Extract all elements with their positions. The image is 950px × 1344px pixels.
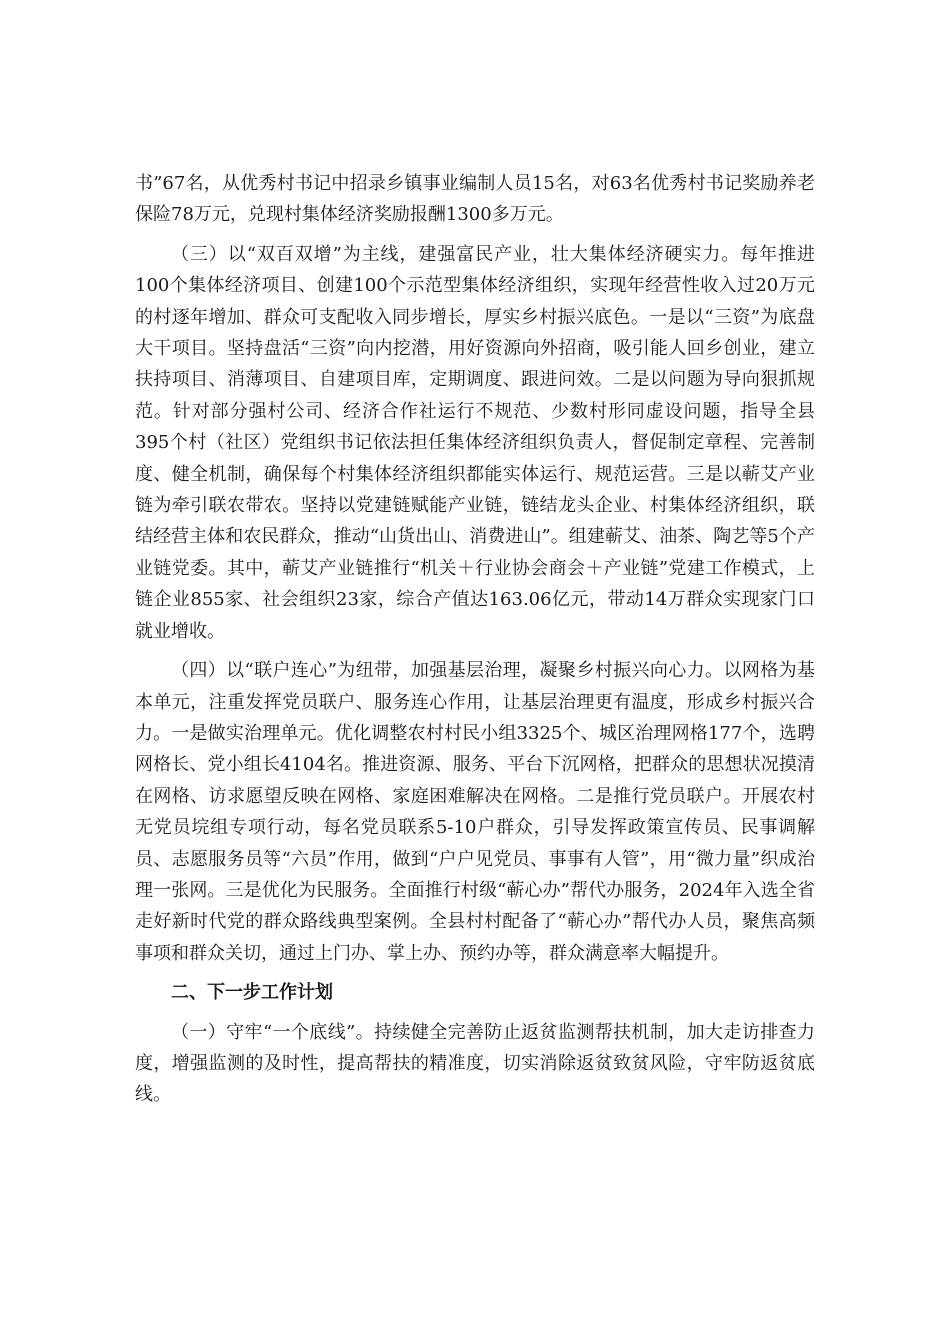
section-heading-next-steps: 二、下一步工作计划	[171, 982, 333, 1004]
document-body	[135, 168, 815, 1119]
paragraph-section-three: （三）以“双百双增”为主线，建强富民产业，壮大集体经济硬实力。每年推进100个集体经济项目、创建100个示范型集体经济组织，实现年经营性收入过20万元的村逐年增加、群众可支配收入同步增长，厚实乡村振兴底色。一是以“三资”为底盘大干项目。坚持盘活“三资”向内挖潜，用好资源向外招商，吸引能人回乡创业，建立扶持项目、消薄项目、自建项目库，定期调度、跟进问效。二是以问题为导向狠抓规范。针对部分强村公司、经济合作社运行不规范、少数村形同虚设问题，指导全县395个村（社区）党组织书记依法担任集体经济组织负责人，督促制定章程、完善制度、健全机制，确保每个村集体经济组织都能实体运行、规范运营。三是以蕲艾产业链为牵引联农带农。坚持以党建链赋能产业链，链结龙头企业、村集体经济组织，联结经营主体和农民群众，推动“山货出山、消费进山”。组建蕲艾、油茶、陶艺等5个产业链党委。其中，蕲艾产业链推行“机关＋行业协会商会＋产业链”党建工作模式，上链企业855家、社会组织23家，综合产值达163.06亿元，带动14万群众实现家门口就业增收。	[135, 243, 815, 642]
paragraph-section-four: （四）以“联户连心”为纽带，加强基层治理，凝聚乡村振兴向心力。以网格为基本单元，注重发挥党员联户、服务连心作用，让基层治理更有温度，形成乡村振兴合力。一是做实治理单元。优化调整农村村民小组3325个、城区治理网格177个，选聘网格长、党小组长4104名。推进资源、服务、平台下沉网格，把群众的思想状况摸清在网格、访求愿望反映在网格、家庭困难解决在网格。二是推行党员联户。开展农村无党员垸组专项行动，每名党员联系5-10户群众，引导发挥政策宣传员、民事调解员、志愿服务员等“六员”作用，做到“户户见党员、事事有人管”，用“微力量”织成治理一张网。三是优化为民服务。全面推行村级“蕲心办”帮代办服务，2024年入选全省走好新时代党的群众路线典型案例。全县村村配备了“蕲心办”帮代办人员，聚焦高频事项和群众关切，通过上门办、掌上办、预约办等，群众满意率大幅提升。	[135, 660, 815, 964]
paragraph-continuation: 书”67名，从优秀村书记中招录乡镇事业编制人员15名，对63名优秀村书记奖励养老保险78万元，兑现村集体经济奖励报酬1300多万元。	[135, 173, 815, 226]
paragraph-plan-one: （一）守牢“一个底线”。持续健全完善防止返贫监测帮扶机制，加大走访排查力度，增强监测的及时性，提高帮扶的精准度，切实消除返贫致贫风险，守牢防返贫底线。	[135, 1021, 815, 1106]
